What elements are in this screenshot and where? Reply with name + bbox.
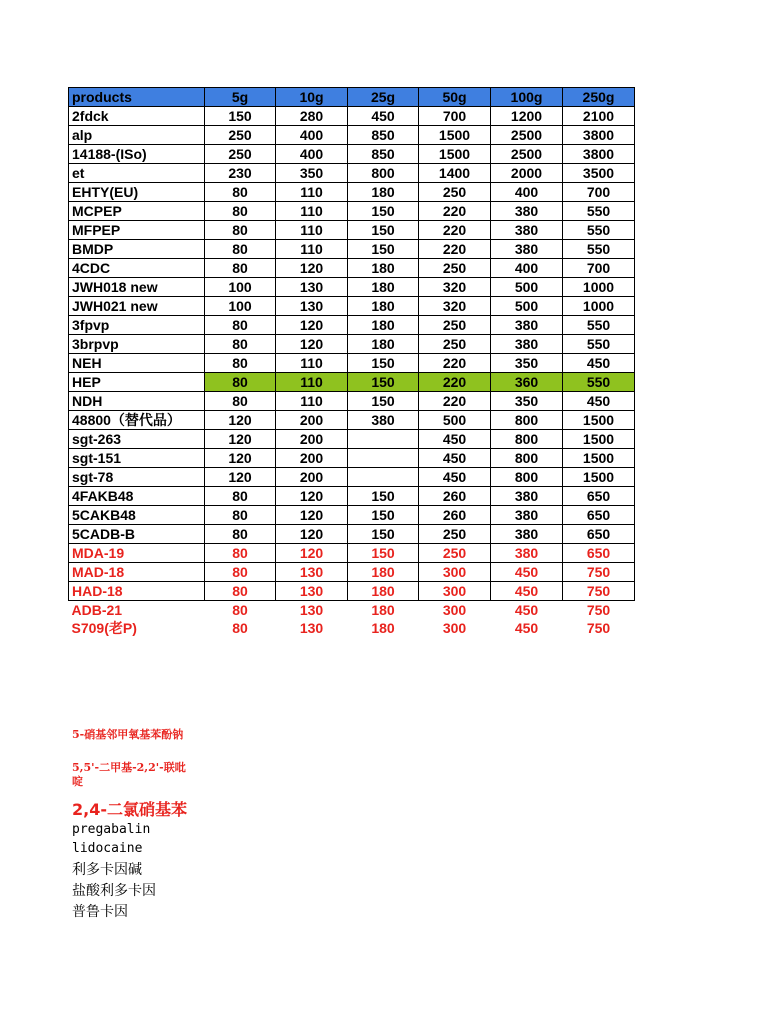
price-cell: 2500 bbox=[491, 145, 563, 164]
table-row bbox=[69, 145, 635, 164]
price-cell: 3500 bbox=[563, 164, 635, 183]
price-cell: 80 bbox=[205, 202, 276, 221]
price-cell: 750 bbox=[563, 582, 635, 601]
price-cell: 400 bbox=[276, 126, 348, 145]
price-cell: 800 bbox=[348, 164, 419, 183]
price-cell: 1200 bbox=[491, 107, 563, 126]
price-cell: 320 bbox=[419, 297, 491, 316]
price-cell: 250 bbox=[419, 335, 491, 354]
header-cell-products: products bbox=[69, 88, 205, 107]
price-cell: 500 bbox=[419, 411, 491, 430]
price-cell: 130 bbox=[276, 563, 348, 582]
table-row bbox=[69, 563, 635, 582]
note-bipyridine-line2: 啶 bbox=[72, 775, 83, 788]
price-cell: 650 bbox=[563, 506, 635, 525]
price-cell: 700 bbox=[563, 183, 635, 202]
price-cell: 120 bbox=[276, 506, 348, 525]
price-cell: 120 bbox=[276, 316, 348, 335]
product-name-cell: sgt-263 bbox=[69, 430, 205, 449]
price-cell: 450 bbox=[348, 107, 419, 126]
price-cell: 850 bbox=[348, 126, 419, 145]
price-cell: 450 bbox=[419, 430, 491, 449]
product-name-cell: S709(老P) bbox=[71, 619, 137, 636]
price-cell: 220 bbox=[419, 240, 491, 259]
price-cell: 800 bbox=[491, 449, 563, 468]
table-row bbox=[69, 449, 635, 468]
price-cell: 350 bbox=[491, 354, 563, 373]
price-cell: 380 bbox=[491, 335, 563, 354]
table-row bbox=[69, 373, 635, 392]
price-cell: 150 bbox=[348, 240, 419, 259]
price-cell: 400 bbox=[491, 259, 563, 278]
price-cell: 200 bbox=[276, 449, 348, 468]
header-cell-50g: 50g bbox=[419, 88, 491, 107]
price-cell: 550 bbox=[563, 240, 635, 259]
price-cell: 150 bbox=[348, 373, 419, 392]
table-row bbox=[69, 392, 635, 411]
product-name-cell: 5CADB-B bbox=[69, 525, 205, 544]
price-cell: 200 bbox=[276, 430, 348, 449]
header-cell-100g: 100g bbox=[491, 88, 563, 107]
price-cell: 130 bbox=[276, 297, 348, 316]
product-name-cell: 2fdck bbox=[69, 107, 205, 126]
price-cell: 110 bbox=[276, 202, 348, 221]
price-cell: 150 bbox=[348, 525, 419, 544]
table-row bbox=[69, 202, 635, 221]
price-cell: 80 bbox=[205, 354, 276, 373]
price-cell: 2100 bbox=[563, 107, 635, 126]
price-cell: 80 bbox=[205, 544, 276, 563]
header-cell-5g: 5g bbox=[205, 88, 276, 107]
note-bipyridine-line1: 5,5'-二甲基-2,2'-联吡 bbox=[72, 761, 186, 774]
price-cell: 500 bbox=[491, 278, 563, 297]
price-cell: 180 bbox=[348, 316, 419, 335]
price-cell: 260 bbox=[419, 487, 491, 506]
price-cell: 450 bbox=[491, 582, 563, 601]
product-name-cell: 3brpvp bbox=[69, 335, 205, 354]
product-name-cell: sgt-151 bbox=[69, 449, 205, 468]
price-cell: 80 bbox=[205, 506, 276, 525]
product-name-cell: JWH021 new bbox=[69, 297, 205, 316]
price-cell: 1000 bbox=[563, 278, 635, 297]
price-cell: 450 bbox=[514, 619, 539, 636]
product-name-cell: BMDP bbox=[69, 240, 205, 259]
price-cell: 130 bbox=[299, 619, 324, 636]
price-cell: 80 bbox=[205, 373, 276, 392]
note-sodium-nitroguaiacolate: 5-硝基邻甲氧基苯酚钠 bbox=[72, 728, 184, 741]
note-lidocaine: lidocaine bbox=[72, 841, 143, 856]
header-cell-250g: 250g bbox=[563, 88, 635, 107]
price-cell: 260 bbox=[419, 506, 491, 525]
price-cell: 550 bbox=[563, 335, 635, 354]
product-name-cell: 5CAKB48 bbox=[69, 506, 205, 525]
price-table-body bbox=[69, 88, 635, 638]
price-cell: 150 bbox=[205, 107, 276, 126]
price-table bbox=[68, 87, 635, 637]
price-cell: 130 bbox=[276, 278, 348, 297]
product-name-cell: MCPEP bbox=[69, 202, 205, 221]
table-row bbox=[69, 619, 635, 637]
price-cell: 80 bbox=[205, 259, 276, 278]
price-cell: 280 bbox=[276, 107, 348, 126]
price-cell: 360 bbox=[491, 373, 563, 392]
table-row bbox=[69, 354, 635, 373]
price-cell: 120 bbox=[276, 544, 348, 563]
product-name-cell: 4CDC bbox=[69, 259, 205, 278]
price-cell: 350 bbox=[276, 164, 348, 183]
price-cell: 120 bbox=[276, 259, 348, 278]
product-name-cell: MFPEP bbox=[69, 221, 205, 240]
note-pregabalin: pregabalin bbox=[72, 822, 151, 837]
price-cell: 380 bbox=[348, 411, 419, 430]
product-name-cell: MDA-19 bbox=[69, 544, 205, 563]
price-cell: 450 bbox=[563, 354, 635, 373]
product-name-cell: HAD-18 bbox=[69, 582, 205, 601]
price-cell bbox=[348, 449, 419, 468]
price-cell: 80 bbox=[205, 221, 276, 240]
price-cell: 3800 bbox=[563, 126, 635, 145]
price-cell: 80 bbox=[205, 316, 276, 335]
price-cell: 320 bbox=[419, 278, 491, 297]
table-row bbox=[69, 221, 635, 240]
price-cell: 450 bbox=[563, 392, 635, 411]
price-cell: 150 bbox=[348, 506, 419, 525]
price-cell: 120 bbox=[205, 411, 276, 430]
table-row bbox=[69, 240, 635, 259]
price-cell: 800 bbox=[491, 411, 563, 430]
note-lidocaine-hcl: 盐酸利多卡因 bbox=[72, 883, 156, 899]
price-cell bbox=[348, 430, 419, 449]
price-cell: 110 bbox=[276, 221, 348, 240]
price-cell: 120 bbox=[276, 487, 348, 506]
price-cell: 380 bbox=[491, 487, 563, 506]
price-cell: 220 bbox=[419, 373, 491, 392]
price-cell: 1500 bbox=[419, 145, 491, 164]
product-name-cell: 3fpvp bbox=[69, 316, 205, 335]
price-cell: 180 bbox=[348, 183, 419, 202]
price-cell: 400 bbox=[491, 183, 563, 202]
price-cell: 400 bbox=[276, 145, 348, 164]
table-row bbox=[69, 107, 635, 126]
table-header-row bbox=[69, 88, 635, 107]
price-cell: 700 bbox=[563, 259, 635, 278]
note-bipyridine bbox=[72, 761, 186, 789]
price-cell: 380 bbox=[491, 240, 563, 259]
price-cell: 250 bbox=[419, 259, 491, 278]
price-cell: 450 bbox=[419, 468, 491, 487]
price-cell: 300 bbox=[419, 563, 491, 582]
price-cell: 1500 bbox=[563, 468, 635, 487]
table-row bbox=[69, 506, 635, 525]
product-name-cell: 48800（替代品） bbox=[69, 411, 205, 430]
product-name-cell: ADB-21 bbox=[71, 601, 123, 618]
price-cell: 450 bbox=[419, 449, 491, 468]
price-cell: 110 bbox=[276, 373, 348, 392]
price-cell: 80 bbox=[232, 619, 248, 636]
price-cell bbox=[348, 468, 419, 487]
product-name-cell: 14188-(ISo) bbox=[69, 145, 205, 164]
price-cell: 180 bbox=[348, 278, 419, 297]
price-cell: 450 bbox=[491, 563, 563, 582]
table-row bbox=[69, 468, 635, 487]
price-cell: 110 bbox=[276, 354, 348, 373]
price-cell: 220 bbox=[419, 392, 491, 411]
price-cell: 180 bbox=[348, 259, 419, 278]
price-cell: 3800 bbox=[563, 145, 635, 164]
price-cell: 80 bbox=[205, 487, 276, 506]
price-cell: 1500 bbox=[563, 411, 635, 430]
price-cell: 300 bbox=[419, 582, 491, 601]
header-cell-25g: 25g bbox=[348, 88, 419, 107]
price-cell: 450 bbox=[514, 601, 539, 618]
price-cell: 550 bbox=[563, 316, 635, 335]
price-cell: 380 bbox=[491, 544, 563, 563]
price-cell: 80 bbox=[232, 601, 248, 618]
price-cell: 80 bbox=[205, 563, 276, 582]
price-cell: 110 bbox=[276, 392, 348, 411]
price-cell: 800 bbox=[491, 468, 563, 487]
price-cell: 80 bbox=[205, 183, 276, 202]
price-cell: 550 bbox=[563, 373, 635, 392]
price-cell: 1500 bbox=[419, 126, 491, 145]
price-cell: 110 bbox=[276, 240, 348, 259]
price-cell: 1400 bbox=[419, 164, 491, 183]
price-cell: 700 bbox=[419, 107, 491, 126]
price-cell: 1500 bbox=[563, 430, 635, 449]
price-cell: 230 bbox=[205, 164, 276, 183]
product-name-cell: 4FAKB48 bbox=[69, 487, 205, 506]
price-cell: 2500 bbox=[491, 126, 563, 145]
price-cell: 220 bbox=[419, 221, 491, 240]
price-cell: 250 bbox=[205, 126, 276, 145]
price-cell: 120 bbox=[205, 430, 276, 449]
price-cell: 150 bbox=[348, 487, 419, 506]
price-cell: 850 bbox=[348, 145, 419, 164]
price-cell: 380 bbox=[491, 506, 563, 525]
price-cell: 1000 bbox=[563, 297, 635, 316]
price-cell: 250 bbox=[419, 525, 491, 544]
price-cell: 80 bbox=[205, 582, 276, 601]
table-row bbox=[69, 335, 635, 354]
price-cell: 120 bbox=[276, 525, 348, 544]
price-cell: 300 bbox=[442, 601, 467, 618]
price-cell: 380 bbox=[491, 316, 563, 335]
price-cell: 120 bbox=[276, 335, 348, 354]
product-name-cell: sgt-78 bbox=[69, 468, 205, 487]
price-cell: 250 bbox=[419, 316, 491, 335]
price-cell: 1500 bbox=[563, 449, 635, 468]
price-cell: 180 bbox=[348, 582, 419, 601]
price-cell: 200 bbox=[276, 411, 348, 430]
price-cell: 150 bbox=[348, 202, 419, 221]
table-row bbox=[69, 411, 635, 430]
note-procaine: 普鲁卡因 bbox=[72, 904, 128, 920]
table-row bbox=[69, 316, 635, 335]
table-row bbox=[69, 183, 635, 202]
price-cell: 380 bbox=[491, 202, 563, 221]
price-cell: 250 bbox=[419, 544, 491, 563]
price-cell: 650 bbox=[563, 525, 635, 544]
price-cell: 80 bbox=[205, 240, 276, 259]
price-cell: 380 bbox=[491, 525, 563, 544]
price-cell: 150 bbox=[348, 354, 419, 373]
table-row bbox=[69, 164, 635, 183]
price-cell: 110 bbox=[276, 183, 348, 202]
price-cell: 150 bbox=[348, 544, 419, 563]
price-cell: 80 bbox=[205, 335, 276, 354]
price-cell: 80 bbox=[205, 392, 276, 411]
price-cell: 2000 bbox=[491, 164, 563, 183]
price-cell: 250 bbox=[419, 183, 491, 202]
price-cell: 650 bbox=[563, 487, 635, 506]
price-cell: 150 bbox=[348, 392, 419, 411]
price-cell: 180 bbox=[348, 335, 419, 354]
header-cell-10g: 10g bbox=[276, 88, 348, 107]
product-name-cell: JWH018 new bbox=[69, 278, 205, 297]
note-lidocaine-base: 利多卡因碱 bbox=[72, 862, 142, 878]
price-cell: 550 bbox=[563, 202, 635, 221]
table-row bbox=[69, 430, 635, 449]
price-cell: 380 bbox=[491, 221, 563, 240]
product-name-cell: EHTY(EU) bbox=[69, 183, 205, 202]
price-cell: 130 bbox=[276, 582, 348, 601]
price-cell: 180 bbox=[371, 619, 395, 636]
product-name-cell: MAD-18 bbox=[69, 563, 205, 582]
price-cell: 100 bbox=[205, 278, 276, 297]
table-row bbox=[69, 544, 635, 563]
table-row bbox=[69, 525, 635, 544]
product-name-cell: NDH bbox=[69, 392, 205, 411]
price-cell: 220 bbox=[419, 202, 491, 221]
table-row bbox=[69, 278, 635, 297]
table-row bbox=[69, 297, 635, 316]
price-cell: 220 bbox=[419, 354, 491, 373]
price-cell: 300 bbox=[442, 619, 467, 636]
product-name-cell: et bbox=[69, 164, 205, 183]
price-cell: 180 bbox=[371, 601, 395, 618]
price-cell: 800 bbox=[491, 430, 563, 449]
price-cell: 180 bbox=[348, 563, 419, 582]
price-cell: 120 bbox=[205, 468, 276, 487]
price-cell: 750 bbox=[586, 601, 611, 618]
price-cell: 500 bbox=[491, 297, 563, 316]
table-row bbox=[69, 259, 635, 278]
price-cell: 750 bbox=[563, 563, 635, 582]
price-cell: 80 bbox=[205, 525, 276, 544]
price-cell: 550 bbox=[563, 221, 635, 240]
price-cell: 650 bbox=[563, 544, 635, 563]
price-cell: 350 bbox=[491, 392, 563, 411]
table-row bbox=[69, 601, 635, 620]
price-cell: 750 bbox=[586, 619, 611, 636]
table-row bbox=[69, 126, 635, 145]
product-name-cell: NEH bbox=[69, 354, 205, 373]
note-dichloronitrobenzene: 2,4-二氯硝基苯 bbox=[72, 800, 187, 819]
price-cell: 130 bbox=[299, 601, 324, 618]
price-cell: 250 bbox=[205, 145, 276, 164]
product-name-cell: HEP bbox=[69, 373, 205, 392]
table-row bbox=[69, 487, 635, 506]
price-cell: 180 bbox=[348, 297, 419, 316]
price-cell: 150 bbox=[348, 221, 419, 240]
price-cell: 100 bbox=[205, 297, 276, 316]
product-name-cell: alp bbox=[69, 126, 205, 145]
price-cell: 200 bbox=[276, 468, 348, 487]
price-cell: 120 bbox=[205, 449, 276, 468]
table-row bbox=[69, 582, 635, 601]
